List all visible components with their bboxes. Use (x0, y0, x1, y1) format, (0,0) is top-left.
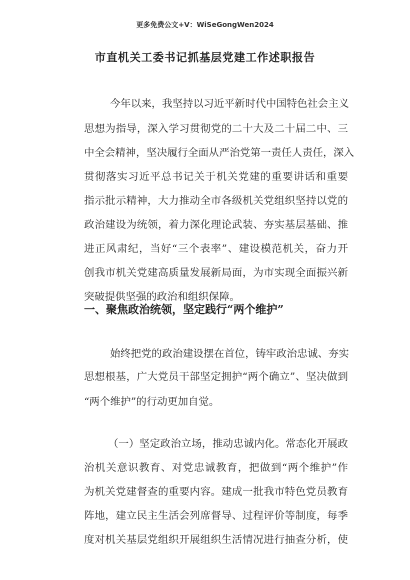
section-heading: 一、聚焦政治统领，坚定践行“两个维护” (84, 303, 284, 316)
subsection-line: （一）坚定政治立场，推动忠诚内化。常态化开展政 (108, 438, 348, 450)
intro-line: 创我市机关党建高质量发展新局面，为市实现全面振兴新 (84, 267, 348, 279)
intro-line: 进正风肃纪，当好“三个表率”、建设模范机关，奋力开 (84, 243, 348, 255)
intro-line: 政治建设为统领，着力深化理论武装、夯实基层基础、推 (84, 219, 348, 231)
section-intro-line: 思想根基，广大党员干部坚定拥护“两个确立”、坚决做到 (84, 371, 348, 383)
intro-line: 中全会精神，坚决履行全面从严治党第一责任人责任，深入 (84, 147, 355, 159)
section-intro-line: 始终把党的政治建设摆在首位，铸牢政治忠诚、夯实 (110, 348, 349, 360)
intro-line: 突破提供坚强的政治和组织保障。 (84, 291, 240, 303)
watermark-text: 更多免费公文+V：WiSeGongWen2024 (136, 21, 274, 29)
subsection-line: 阵地，建立民主生活会列席督导、过程评价等制度，每季 (84, 510, 348, 522)
intro-line: 贯彻落实习近平总书记关于机关党建的重要讲话和重要 (84, 171, 348, 183)
document-title: 市直机关工委书记抓基层党建工作述职报告 (94, 51, 316, 64)
subsection-line: 度对机关基层党组织开展组织生活情况进行抽查分析，使 (84, 534, 348, 546)
intro-line: 思想为指导，深入学习贯彻党的二十大及二十届二中、三 (84, 123, 348, 135)
subsection-line: 治机关意识教育、对党忠诚教育，把做到“两个维护”作 (84, 462, 348, 474)
section-intro-line: “两个维护”的行动更加自觉。 (84, 396, 220, 408)
intro-line: 今年以来，我坚持以习近平新时代中国特色社会主义 (110, 98, 349, 110)
intro-line: 指示批示精神，大力推动全市各级机关党组织坚持以党的 (84, 195, 348, 207)
subsection-line: 为机关党建督查的重要内容。建成一批我市特色党员教育 (84, 486, 348, 498)
